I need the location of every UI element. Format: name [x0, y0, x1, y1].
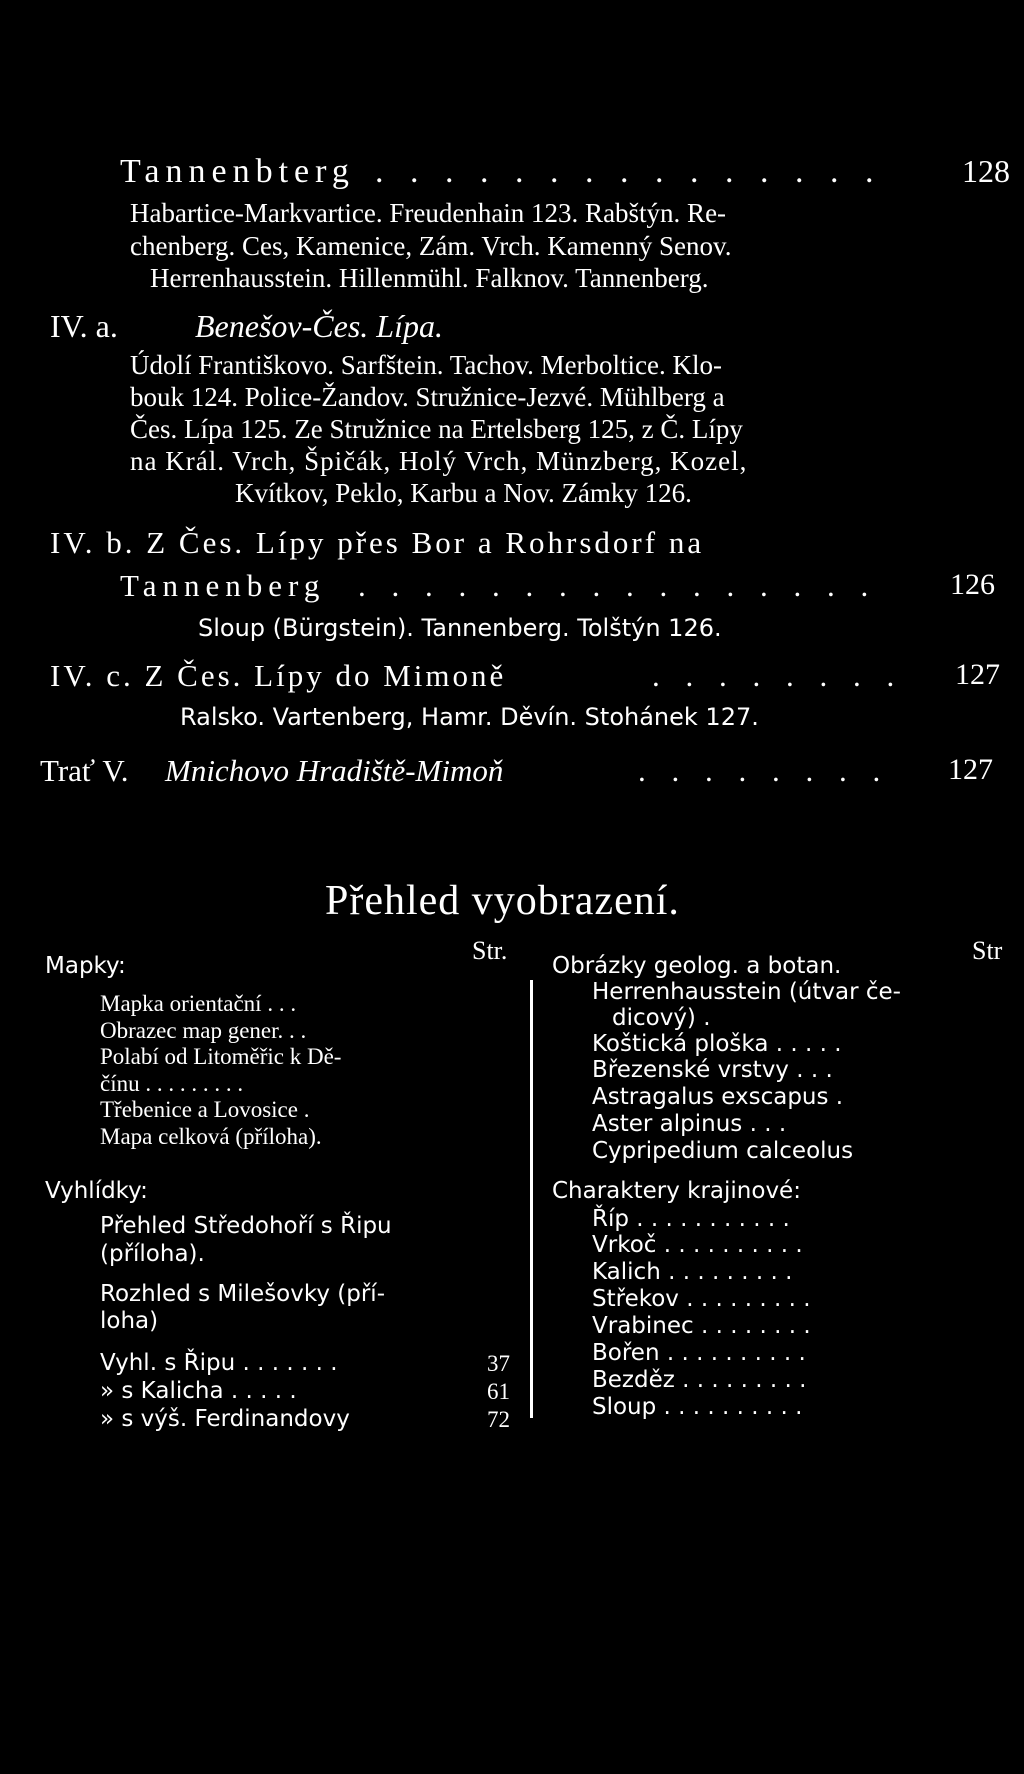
list-category: Charaktery krajinové: — [552, 1178, 801, 1204]
list-item: Bezděz . . . . . . . . . — [592, 1367, 807, 1393]
toc-leader: . . . . . . . . . . . . . . . — [375, 153, 883, 190]
toc-desc-line: bouk 124. Police-Žandov. Stružnice-Jezvé. Mühlberg a — [130, 382, 725, 412]
toc-leader: . . . . . . . . — [652, 658, 904, 693]
toc-desc-line: Čes. Lípa 125. Ze Stružnice na Ertelsberg 125, z Č. Lípy — [130, 414, 743, 444]
toc-leader: . . . . . . . . — [638, 753, 890, 788]
toc-desc-line: Kvítkov, Peklo, Karbu a Nov. Zámky 126. — [235, 478, 692, 508]
list-item: » s Kalicha . . . . . — [100, 1378, 297, 1404]
column-header-page: Str — [972, 936, 1003, 965]
toc-desc-line: Sloup (Bürgstein). Tannenberg. Tolštýn 126. — [198, 614, 722, 642]
list-item: Vrabinec . . . . . . . . — [592, 1313, 811, 1339]
list-item: Astragalus exscapus . — [592, 1084, 844, 1110]
toc-desc-line: Ralsko. Vartenberg, Hamr. Děvín. Stohánek 127. — [180, 703, 759, 731]
list-item: Sloup . . . . . . . . . . — [592, 1394, 803, 1420]
toc-leader: . . . . . . . . . . . . . . . . — [358, 568, 878, 603]
list-item: Bořen . . . . . . . . . . — [592, 1340, 806, 1366]
list-item: Obrazec map gener. . . — [100, 1018, 307, 1043]
list-item: dicový) . — [612, 1005, 711, 1031]
list-category: Vyhlídky: — [45, 1178, 148, 1204]
toc-page-number: 128 — [962, 153, 1010, 189]
toc-title: Tannenbterg — [120, 153, 355, 190]
toc-desc-line: chenberg. Ces, Kamenice, Zám. Vrch. Kamenný Senov. — [130, 231, 732, 261]
list-item: Říp . . . . . . . . . . . — [592, 1206, 790, 1232]
list-item: Vrkoč . . . . . . . . . . — [592, 1232, 803, 1258]
list-item: Rozhled s Milešovky (pří- — [100, 1281, 385, 1307]
page-number: 61 — [487, 1379, 510, 1404]
list-item: čínu . . . . . . . . . — [100, 1071, 244, 1096]
list-item: Herrenhausstein (útvar če- — [592, 979, 901, 1005]
toc-desc-line: Herrenhausstein. Hillenmühl. Falknov. Tannenberg. — [150, 263, 709, 293]
section-title: IV. c. Z Čes. Lípy do Mimoně — [50, 658, 507, 693]
toc-desc-line: na Král. Vrch, Špičák, Holý Vrch, Münzberg, Kozel, — [130, 446, 748, 476]
section-title-cont: Tannenberg — [120, 568, 326, 603]
column-header-page: Str. — [472, 936, 508, 965]
list-item: Střekov . . . . . . . . . — [592, 1286, 811, 1312]
list-category: Obrázky geolog. a botan. — [552, 953, 842, 979]
list-item: Cypripedium calceolus — [592, 1138, 854, 1164]
page-number: 72 — [487, 1407, 510, 1432]
column-divider — [530, 980, 533, 1418]
toc-desc-line: Údolí Františkovo. Sarfštein. Tachov. Merboltice. Klo- — [130, 350, 723, 380]
list-category: Mapky: — [45, 953, 126, 979]
toc-entry-tannenberg — [120, 155, 355, 189]
page-heading: Přehled vyobrazení. — [325, 878, 680, 924]
toc-page-number: 127 — [948, 753, 993, 786]
toc-page-number: 127 — [955, 658, 1000, 691]
list-item: Polabí od Litoměřic k Dě- — [100, 1044, 342, 1069]
section-label: Trať V. — [40, 753, 129, 788]
list-item: Aster alpinus . . . — [592, 1111, 787, 1137]
list-item: loha) — [100, 1308, 159, 1334]
list-item: Mapka orientační . . . — [100, 991, 297, 1016]
toc-page-number: 126 — [950, 568, 995, 601]
page-number: 37 — [487, 1351, 510, 1376]
section-title: Benešov-Čes. Lípa. — [195, 308, 443, 344]
list-item: (příloha). — [100, 1241, 205, 1267]
toc-desc-line: Habartice-Markvartice. Freudenhain 123. Rabštýn. Re- — [130, 198, 727, 228]
list-item: Vyhl. s Řipu . . . . . . . — [100, 1350, 338, 1376]
section-title: IV. b. Z Čes. Lípy přes Bor a Rohrsdorf na — [50, 525, 705, 560]
list-item: Březenské vrstvy . . . — [592, 1057, 833, 1083]
list-item: Mapa celková (příloha). — [100, 1124, 322, 1149]
list-item: Třebenice a Lovosice . — [100, 1097, 310, 1122]
list-item: Kalich . . . . . . . . . — [592, 1259, 793, 1285]
section-label: IV. a. — [50, 308, 118, 344]
list-item: Koštická ploška . . . . . — [592, 1031, 842, 1057]
list-item: Přehled Středohoří s Řipu — [100, 1213, 392, 1239]
section-title: Mnichovo Hradiště-Mimoň — [165, 753, 504, 788]
list-item: » s výš. Ferdinandovy — [100, 1406, 350, 1432]
